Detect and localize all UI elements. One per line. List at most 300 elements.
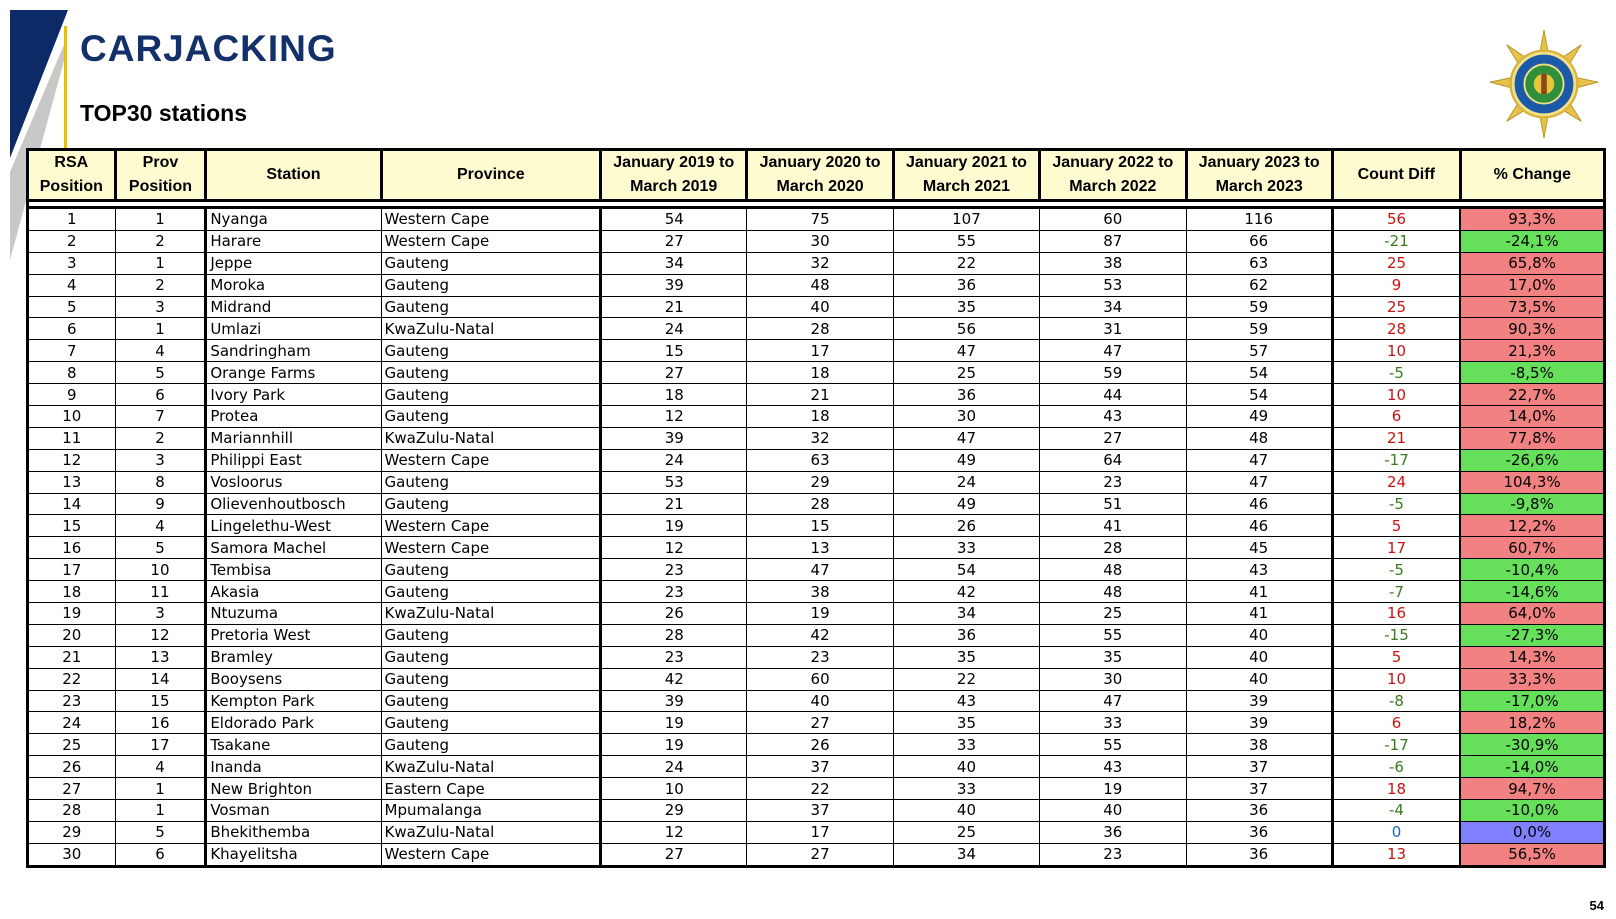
count-diff-cell: -6 (1332, 756, 1460, 778)
count-2023-cell: 46 (1186, 493, 1332, 515)
count-2023-cell: 36 (1186, 843, 1332, 866)
count-diff-cell: -17 (1332, 449, 1460, 471)
count-2019-cell: 15 (601, 340, 747, 362)
count-2019-cell: 54 (601, 208, 747, 231)
table-row (28, 537, 1605, 559)
col-prov-position: Prov Position (115, 150, 206, 201)
province-cell: KwaZulu-Natal (381, 756, 601, 778)
count-2019-cell: 21 (601, 296, 747, 318)
station-cell: Vosloorus (206, 471, 381, 493)
count-2020-cell: 48 (747, 274, 893, 296)
count-2022-cell: 59 (1040, 362, 1186, 384)
count-diff-cell: -21 (1332, 230, 1460, 252)
count-2019-cell: 26 (601, 603, 747, 625)
count-diff-cell: 6 (1332, 406, 1460, 428)
count-2023-cell: 59 (1186, 318, 1332, 340)
rsa-position-cell: 15 (28, 515, 116, 537)
count-2023-cell: 37 (1186, 778, 1332, 800)
prov-position-cell: 5 (115, 821, 206, 843)
count-2021-cell: 36 (893, 384, 1039, 406)
count-diff-cell: 10 (1332, 668, 1460, 690)
page-subtitle: TOP30 stations (80, 100, 248, 126)
count-diff-cell: -15 (1332, 624, 1460, 646)
count-diff-cell: 28 (1332, 318, 1460, 340)
count-2020-cell: 47 (747, 559, 893, 581)
prov-position-cell: 1 (115, 208, 206, 231)
rsa-position-cell: 24 (28, 712, 116, 734)
count-diff-cell: 5 (1332, 646, 1460, 668)
prov-position-cell: 6 (115, 384, 206, 406)
count-2022-cell: 60 (1040, 208, 1186, 231)
prov-position-cell: 1 (115, 318, 206, 340)
table-row (28, 515, 1605, 537)
count-2022-cell: 28 (1040, 537, 1186, 559)
station-cell: Booysens (206, 668, 381, 690)
prov-position-cell: 2 (115, 274, 206, 296)
count-2023-cell: 43 (1186, 559, 1332, 581)
count-diff-cell: 5 (1332, 515, 1460, 537)
count-2019-cell: 24 (601, 318, 747, 340)
count-diff-cell: -4 (1332, 800, 1460, 822)
count-2019-cell: 12 (601, 821, 747, 843)
count-2021-cell: 35 (893, 296, 1039, 318)
count-2020-cell: 21 (747, 384, 893, 406)
count-2020-cell: 13 (747, 537, 893, 559)
count-2019-cell: 24 (601, 449, 747, 471)
col-rsa-position: RSA Position (28, 150, 116, 201)
police-badge-logo (1488, 28, 1600, 140)
count-2021-cell: 54 (893, 559, 1039, 581)
count-2022-cell: 51 (1040, 493, 1186, 515)
count-2023-cell: 38 (1186, 734, 1332, 756)
carjacking-top30-table (26, 148, 1606, 868)
rsa-position-cell: 30 (28, 843, 116, 866)
province-cell: Gauteng (381, 274, 601, 296)
count-2021-cell: 22 (893, 668, 1039, 690)
count-2022-cell: 25 (1040, 603, 1186, 625)
prov-position-cell: 3 (115, 296, 206, 318)
pct-change-cell: 93,3% (1460, 208, 1604, 231)
col-province: Province (381, 150, 601, 201)
station-cell: Tsakane (206, 734, 381, 756)
province-cell: Western Cape (381, 230, 601, 252)
col-2023: January 2023 to March 2023 (1186, 150, 1332, 201)
table-body (28, 208, 1605, 867)
count-2021-cell: 30 (893, 406, 1039, 428)
station-cell: Protea (206, 406, 381, 428)
count-2021-cell: 47 (893, 427, 1039, 449)
count-diff-cell: 6 (1332, 712, 1460, 734)
pct-change-cell: -10,4% (1460, 559, 1604, 581)
station-cell: Samora Machel (206, 537, 381, 559)
station-cell: Ntuzuma (206, 603, 381, 625)
count-2021-cell: 24 (893, 471, 1039, 493)
count-2023-cell: 39 (1186, 690, 1332, 712)
table-row (28, 252, 1605, 274)
count-2019-cell: 19 (601, 712, 747, 734)
rsa-position-cell: 7 (28, 340, 116, 362)
rsa-position-cell: 10 (28, 406, 116, 428)
count-diff-cell: 21 (1332, 427, 1460, 449)
count-2021-cell: 107 (893, 208, 1039, 231)
prov-position-cell: 2 (115, 427, 206, 449)
province-cell: Western Cape (381, 208, 601, 231)
table-row (28, 296, 1605, 318)
count-2021-cell: 34 (893, 843, 1039, 866)
pct-change-cell: 12,2% (1460, 515, 1604, 537)
pct-change-cell: 64,0% (1460, 603, 1604, 625)
rsa-position-cell: 22 (28, 668, 116, 690)
province-cell: Gauteng (381, 668, 601, 690)
rsa-position-cell: 20 (28, 624, 116, 646)
province-cell: Mpumalanga (381, 800, 601, 822)
province-cell: Gauteng (381, 471, 601, 493)
count-2023-cell: 37 (1186, 756, 1332, 778)
count-2019-cell: 39 (601, 274, 747, 296)
rsa-position-cell: 21 (28, 646, 116, 668)
count-2020-cell: 18 (747, 362, 893, 384)
count-2022-cell: 34 (1040, 296, 1186, 318)
rsa-position-cell: 12 (28, 449, 116, 471)
count-2019-cell: 24 (601, 756, 747, 778)
count-2019-cell: 27 (601, 230, 747, 252)
count-2020-cell: 18 (747, 406, 893, 428)
count-2020-cell: 30 (747, 230, 893, 252)
station-cell: Pretoria West (206, 624, 381, 646)
prov-position-cell: 3 (115, 603, 206, 625)
count-2020-cell: 37 (747, 800, 893, 822)
table-row (28, 406, 1605, 428)
count-2021-cell: 25 (893, 362, 1039, 384)
table-row (28, 384, 1605, 406)
province-cell: Western Cape (381, 449, 601, 471)
station-cell: Akasia (206, 581, 381, 603)
pct-change-cell: 73,5% (1460, 296, 1604, 318)
count-2023-cell: 57 (1186, 340, 1332, 362)
count-diff-cell: -8 (1332, 690, 1460, 712)
count-2022-cell: 36 (1040, 821, 1186, 843)
col-2020: January 2020 to March 2020 (747, 150, 893, 201)
prov-position-cell: 17 (115, 734, 206, 756)
rsa-position-cell: 6 (28, 318, 116, 340)
count-diff-cell: 24 (1332, 471, 1460, 493)
count-diff-cell: 25 (1332, 252, 1460, 274)
prov-position-cell: 11 (115, 581, 206, 603)
count-diff-cell: 9 (1332, 274, 1460, 296)
count-2020-cell: 22 (747, 778, 893, 800)
province-cell: Gauteng (381, 734, 601, 756)
prov-position-cell: 5 (115, 362, 206, 384)
count-diff-cell: -5 (1332, 493, 1460, 515)
count-2021-cell: 56 (893, 318, 1039, 340)
prov-position-cell: 13 (115, 646, 206, 668)
count-2020-cell: 40 (747, 296, 893, 318)
count-2023-cell: 54 (1186, 362, 1332, 384)
page-title: CARJACKING (80, 28, 337, 69)
count-2022-cell: 38 (1040, 252, 1186, 274)
count-2020-cell: 42 (747, 624, 893, 646)
table-row (28, 493, 1605, 515)
count-diff-cell: -5 (1332, 559, 1460, 581)
count-diff-cell: -17 (1332, 734, 1460, 756)
pct-change-cell: -14,0% (1460, 756, 1604, 778)
pct-change-cell: 65,8% (1460, 252, 1604, 274)
table-row (28, 712, 1605, 734)
count-2019-cell: 19 (601, 515, 747, 537)
pct-change-cell: 0,0% (1460, 821, 1604, 843)
count-2023-cell: 41 (1186, 581, 1332, 603)
count-2023-cell: 59 (1186, 296, 1332, 318)
table-row (28, 800, 1605, 822)
pct-change-cell: -26,6% (1460, 449, 1604, 471)
province-cell: KwaZulu-Natal (381, 318, 601, 340)
prov-position-cell: 10 (115, 559, 206, 581)
count-2022-cell: 47 (1040, 340, 1186, 362)
pct-change-cell: -10,0% (1460, 800, 1604, 822)
count-2021-cell: 43 (893, 690, 1039, 712)
count-2023-cell: 47 (1186, 449, 1332, 471)
count-2019-cell: 21 (601, 493, 747, 515)
station-cell: Ivory Park (206, 384, 381, 406)
count-2019-cell: 29 (601, 800, 747, 822)
prov-position-cell: 5 (115, 537, 206, 559)
count-2020-cell: 32 (747, 252, 893, 274)
count-2020-cell: 75 (747, 208, 893, 231)
table-row (28, 843, 1605, 866)
count-diff-cell: -7 (1332, 581, 1460, 603)
pct-change-cell: -24,1% (1460, 230, 1604, 252)
count-diff-cell: 56 (1332, 208, 1460, 231)
count-diff-cell: 25 (1332, 296, 1460, 318)
station-cell: Mariannhill (206, 427, 381, 449)
count-diff-cell: 17 (1332, 537, 1460, 559)
station-cell: Harare (206, 230, 381, 252)
count-2022-cell: 48 (1040, 559, 1186, 581)
count-2020-cell: 17 (747, 821, 893, 843)
count-2019-cell: 23 (601, 646, 747, 668)
station-cell: Philippi East (206, 449, 381, 471)
pct-change-cell: 104,3% (1460, 471, 1604, 493)
province-cell: KwaZulu-Natal (381, 821, 601, 843)
count-2022-cell: 55 (1040, 734, 1186, 756)
province-cell: Gauteng (381, 362, 601, 384)
star-burst-icon (1490, 30, 1598, 138)
prov-position-cell: 4 (115, 756, 206, 778)
table-row (28, 427, 1605, 449)
count-2021-cell: 49 (893, 493, 1039, 515)
count-2021-cell: 40 (893, 800, 1039, 822)
count-2020-cell: 28 (747, 493, 893, 515)
count-2023-cell: 62 (1186, 274, 1332, 296)
table-row (28, 778, 1605, 800)
rsa-position-cell: 23 (28, 690, 116, 712)
prov-position-cell: 14 (115, 668, 206, 690)
count-2021-cell: 47 (893, 340, 1039, 362)
province-cell: Gauteng (381, 624, 601, 646)
count-2023-cell: 46 (1186, 515, 1332, 537)
count-2022-cell: 27 (1040, 427, 1186, 449)
count-diff-cell: 16 (1332, 603, 1460, 625)
count-2021-cell: 49 (893, 449, 1039, 471)
prov-position-cell: 6 (115, 843, 206, 866)
count-2021-cell: 25 (893, 821, 1039, 843)
rsa-position-cell: 26 (28, 756, 116, 778)
count-2023-cell: 36 (1186, 821, 1332, 843)
station-cell: Umlazi (206, 318, 381, 340)
station-cell: Moroka (206, 274, 381, 296)
count-2022-cell: 48 (1040, 581, 1186, 603)
count-2022-cell: 53 (1040, 274, 1186, 296)
count-2019-cell: 12 (601, 537, 747, 559)
pct-change-cell: 21,3% (1460, 340, 1604, 362)
province-cell: Gauteng (381, 646, 601, 668)
count-2022-cell: 23 (1040, 843, 1186, 866)
count-2020-cell: 32 (747, 427, 893, 449)
count-2019-cell: 27 (601, 362, 747, 384)
station-cell: Vosman (206, 800, 381, 822)
pct-change-cell: -14,6% (1460, 581, 1604, 603)
rsa-position-cell: 18 (28, 581, 116, 603)
pct-change-cell: 14,3% (1460, 646, 1604, 668)
province-cell: Gauteng (381, 581, 601, 603)
rsa-position-cell: 3 (28, 252, 116, 274)
count-2021-cell: 33 (893, 537, 1039, 559)
count-2021-cell: 36 (893, 274, 1039, 296)
station-cell: Khayelitsha (206, 843, 381, 866)
rsa-position-cell: 1 (28, 208, 116, 231)
count-2023-cell: 40 (1186, 624, 1332, 646)
pct-change-cell: -8,5% (1460, 362, 1604, 384)
province-cell: Gauteng (381, 296, 601, 318)
count-2022-cell: 23 (1040, 471, 1186, 493)
count-2020-cell: 37 (747, 756, 893, 778)
count-2020-cell: 26 (747, 734, 893, 756)
province-cell: Gauteng (381, 406, 601, 428)
pct-change-cell: 18,2% (1460, 712, 1604, 734)
pct-change-cell: 56,5% (1460, 843, 1604, 866)
table-row (28, 646, 1605, 668)
station-cell: Bhekithemba (206, 821, 381, 843)
count-diff-cell: 10 (1332, 340, 1460, 362)
count-2022-cell: 31 (1040, 318, 1186, 340)
count-2019-cell: 27 (601, 843, 747, 866)
count-2021-cell: 35 (893, 646, 1039, 668)
pct-change-cell: 77,8% (1460, 427, 1604, 449)
count-2021-cell: 34 (893, 603, 1039, 625)
count-2020-cell: 38 (747, 581, 893, 603)
count-2022-cell: 55 (1040, 624, 1186, 646)
rsa-position-cell: 17 (28, 559, 116, 581)
count-2022-cell: 43 (1040, 756, 1186, 778)
station-cell: Inanda (206, 756, 381, 778)
prov-position-cell: 7 (115, 406, 206, 428)
rsa-position-cell: 2 (28, 230, 116, 252)
count-2023-cell: 48 (1186, 427, 1332, 449)
prov-position-cell: 2 (115, 230, 206, 252)
table-row (28, 559, 1605, 581)
rsa-position-cell: 8 (28, 362, 116, 384)
province-cell: Gauteng (381, 690, 601, 712)
province-cell: Gauteng (381, 384, 601, 406)
count-2020-cell: 63 (747, 449, 893, 471)
province-cell: Gauteng (381, 252, 601, 274)
prov-position-cell: 4 (115, 515, 206, 537)
prov-position-cell: 16 (115, 712, 206, 734)
table-row (28, 734, 1605, 756)
count-2023-cell: 54 (1186, 384, 1332, 406)
table-row (28, 362, 1605, 384)
prov-position-cell: 3 (115, 449, 206, 471)
count-diff-cell: 10 (1332, 384, 1460, 406)
pct-change-cell: -30,9% (1460, 734, 1604, 756)
count-2019-cell: 23 (601, 581, 747, 603)
title-accent-line (64, 26, 67, 150)
count-2022-cell: 64 (1040, 449, 1186, 471)
province-cell: KwaZulu-Natal (381, 603, 601, 625)
count-2022-cell: 35 (1040, 646, 1186, 668)
count-2019-cell: 39 (601, 690, 747, 712)
count-2020-cell: 15 (747, 515, 893, 537)
table-row (28, 821, 1605, 843)
province-cell: Western Cape (381, 537, 601, 559)
count-2020-cell: 27 (747, 712, 893, 734)
count-2021-cell: 26 (893, 515, 1039, 537)
prov-position-cell: 9 (115, 493, 206, 515)
count-2023-cell: 39 (1186, 712, 1332, 734)
rsa-position-cell: 9 (28, 384, 116, 406)
count-2023-cell: 45 (1186, 537, 1332, 559)
count-2021-cell: 22 (893, 252, 1039, 274)
station-cell: New Brighton (206, 778, 381, 800)
count-2019-cell: 42 (601, 668, 747, 690)
table-row (28, 471, 1605, 493)
pct-change-cell: 17,0% (1460, 274, 1604, 296)
count-2023-cell: 40 (1186, 646, 1332, 668)
count-2021-cell: 42 (893, 581, 1039, 603)
rsa-position-cell: 25 (28, 734, 116, 756)
count-2022-cell: 44 (1040, 384, 1186, 406)
count-2023-cell: 41 (1186, 603, 1332, 625)
count-2022-cell: 43 (1040, 406, 1186, 428)
count-2019-cell: 39 (601, 427, 747, 449)
province-cell: Eastern Cape (381, 778, 601, 800)
table-row (28, 230, 1605, 252)
rsa-position-cell: 19 (28, 603, 116, 625)
count-diff-cell: -5 (1332, 362, 1460, 384)
table-row (28, 756, 1605, 778)
pct-change-cell: 14,0% (1460, 406, 1604, 428)
count-2021-cell: 40 (893, 756, 1039, 778)
pct-change-cell: -27,3% (1460, 624, 1604, 646)
province-cell: KwaZulu-Natal (381, 427, 601, 449)
table-row (28, 208, 1605, 231)
count-2023-cell: 49 (1186, 406, 1332, 428)
count-2019-cell: 19 (601, 734, 747, 756)
count-2021-cell: 33 (893, 734, 1039, 756)
col-2019: January 2019 to March 2019 (601, 150, 747, 201)
count-2022-cell: 47 (1040, 690, 1186, 712)
count-2021-cell: 33 (893, 778, 1039, 800)
count-2022-cell: 19 (1040, 778, 1186, 800)
prov-position-cell: 1 (115, 800, 206, 822)
count-2023-cell: 66 (1186, 230, 1332, 252)
count-2020-cell: 40 (747, 690, 893, 712)
count-2020-cell: 29 (747, 471, 893, 493)
pct-change-cell: 90,3% (1460, 318, 1604, 340)
prov-position-cell: 1 (115, 778, 206, 800)
rsa-position-cell: 16 (28, 537, 116, 559)
rsa-position-cell: 28 (28, 800, 116, 822)
